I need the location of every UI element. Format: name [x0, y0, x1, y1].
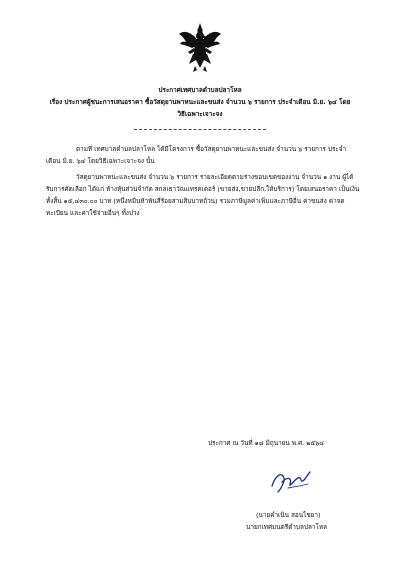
announcement-date: ประกาศ ณ วันที่ ๑๘ มิถุนายน พ.ศ. ๒๕๖๔ [208, 439, 325, 447]
signature [268, 468, 314, 494]
subject-line-2: วิธีเฉพาะเจาะจง [177, 110, 223, 118]
para2-line2: รับการคัดเลือก ได้แก่ ห้างหุ้นส่วนจำกัด สกลเธาวัณแทรคเตอร์ (ขายส่ง,ขายปลีก,ให้บริการ) โดยเสนอราคา เป็นเงิน [46, 185, 360, 193]
signer-name: (นายคำเนิน สอนไชยา) [256, 511, 321, 519]
signer-title: นายกเทศมนตรีตำบลปลาโหล [246, 523, 328, 531]
para2-line4: ทะเบียน และค่าใช้จ่ายอื่นๆ ทั้งปวง [46, 209, 140, 217]
garuda-emblem [178, 22, 222, 74]
subject-line-1: เรื่อง ประกาศผู้ชนะการเสนอราคา ซื้อวัสดุยานพาหนะและขนส่ง จำนวน ๖ รายการ ประจำเดือน มิ.ย. ๖๔ โดย [49, 98, 351, 106]
para1-line1: ตามที่ เทศบาลตำบลปลาโหล ได้มีโครงการ ซื้อวัสดุยานพาหนะและขนส่ง จำนวน ๖ รายการ ประจำ [76, 145, 347, 153]
header-divider [134, 129, 266, 130]
para1-line2: เดือน มิ.ย. ๖๔ โดยวิธีเฉพาะเจาะจง นั้น [46, 157, 155, 165]
para2-line1: วัสดุยานพาหนะและขนส่ง จำนวน ๖ รายการ รายละเอียดตามร่างขอบเขตของงาน จำนวน ๑ งาน ผู้ได้ [76, 173, 354, 181]
org-title: ประกาศเทศบาลตำบลปลาโหล [158, 86, 242, 94]
para2-line3: ทั้งสิ้น ๑๕,๔๓๐.๐๐ บาท (หนึ่งหมื่นห้าพันสี่ร้อยสามสิบบาทถ้วน) รวมภาษีมูลค่าเพิ่มและภาษีอื่น ค่าขนส่ง ค่าจด [46, 197, 345, 205]
